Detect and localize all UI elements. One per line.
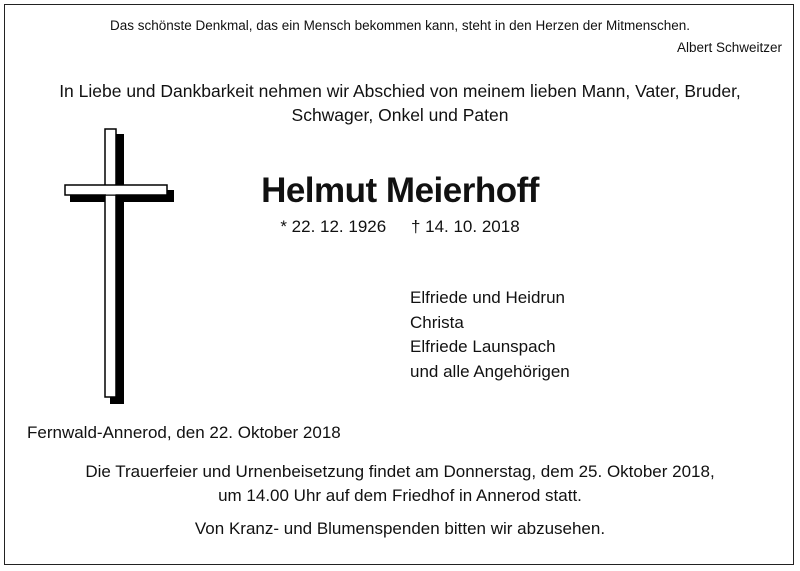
deceased-name: Helmut Meierhoff	[261, 171, 539, 210]
ceremony-line-2: um 14.00 Uhr auf dem Friedhof in Annerod statt.	[218, 486, 582, 505]
life-dates	[150, 217, 650, 237]
donations-note: Von Kranz- und Blumenspenden bitten wir abzusehen.	[194, 519, 606, 538]
quote-text: Das schönste Denkmal, das ein Mensch bekommen kann, steht in den Herzen der Mitmenschen.	[109, 18, 691, 33]
mourner-item: und alle Angehörigen	[410, 361, 570, 381]
cross-icon	[64, 128, 174, 404]
mourner-item: Christa	[410, 312, 464, 332]
death-date: † 14. 10. 2018	[410, 217, 520, 236]
intro-line-2: Schwager, Onkel und Paten	[291, 105, 509, 125]
mourner-item: Elfriede und Heidrun	[410, 288, 565, 307]
intro-text	[0, 79, 800, 127]
intro-line-1: In Liebe und Dankbarkeit nehmen wir Abschied von meinem lieben Mann, Vater, Bruder,	[59, 81, 741, 101]
mourners-list	[410, 286, 570, 384]
birth-date: * 22. 12. 1926	[280, 217, 387, 236]
ceremony-line-1: Die Trauerfeier und Urnenbeisetzung findet am Donnerstag, dem 25. Oktober 2018,	[85, 462, 715, 481]
ceremony-text	[0, 460, 800, 508]
mourner-item: Elfriede Launspach	[410, 337, 556, 356]
place-and-date: Fernwald-Annerod, den 22. Oktober 2018	[27, 423, 341, 442]
quote-author: Albert Schweitzer	[676, 40, 782, 55]
